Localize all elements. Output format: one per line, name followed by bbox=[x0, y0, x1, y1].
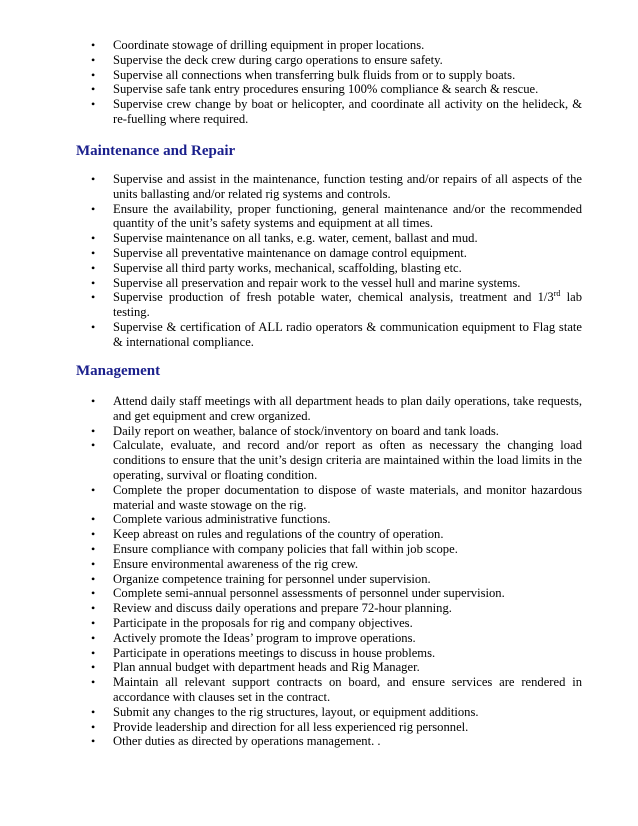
list-item: • Submit any changes to the rig structures, layout, or equipment additions. bbox=[91, 704, 479, 719]
list-item: • Supervise production of fresh potable water, chemical analysis, treatment and 1/3rd lab testing. bbox=[91, 289, 582, 320]
list-item: • Provide leadership and direction for all less experienced rig personnel. bbox=[91, 719, 469, 734]
bullet-icon: • bbox=[91, 38, 96, 52]
list-item: • Participate in the proposals for rig and company objectives. bbox=[91, 615, 413, 630]
bullet-icon: • bbox=[91, 675, 96, 690]
bullet-icon: • bbox=[91, 245, 96, 260]
bullet-icon: • bbox=[91, 527, 96, 542]
list-item: • Attend daily staff meetings with all department heads to plan daily operations, take requests, and get equipment and crew organized. bbox=[91, 394, 582, 423]
bullet-icon: • bbox=[91, 172, 96, 186]
maintenance-bullet-list bbox=[0, 172, 638, 350]
bullet-icon: • bbox=[91, 67, 96, 82]
bullet-icon: • bbox=[91, 394, 96, 408]
bullet-icon: • bbox=[91, 645, 96, 660]
bullet-icon: • bbox=[91, 319, 96, 334]
list-item: • Supervise and assist in the maintenance, function testing and/or repairs of all aspects of the units ballasting and/or related rig systems and controls. bbox=[91, 172, 582, 201]
list-item: • Coordinate stowage of drilling equipment in proper locations. bbox=[91, 38, 425, 52]
list-item: • Supervise all preventative maintenance on damage control equipment. bbox=[91, 245, 467, 260]
bullet-icon: • bbox=[91, 556, 96, 571]
section-heading-management: Management bbox=[76, 363, 161, 379]
bullet-icon: • bbox=[91, 719, 96, 734]
list-item: • Actively promote the Ideas’ program to improve operations. bbox=[91, 630, 416, 645]
list-item: • Organize competence training for personnel under supervision. bbox=[91, 571, 431, 586]
bullet-icon: • bbox=[91, 660, 96, 675]
list-item: • Maintain all relevant support contracts on board, and ensure services are rendered in accordance with clauses set in the contract. bbox=[91, 675, 582, 704]
list-item: • Ensure compliance with company policies that fall within job scope. bbox=[91, 541, 458, 556]
list-item: • Ensure environmental awareness of the rig crew. bbox=[91, 556, 359, 571]
management-bullet-list bbox=[0, 394, 638, 749]
list-item: • Calculate, evaluate, and record and/or report as often as necessary the changing load conditions to ensure that the unit’s design criteria are maintained within the load limits in the operating, survival or floating condition. bbox=[91, 438, 582, 482]
list-item: • Supervise crew change by boat or helicopter, and coordinate all activity on the helideck, & re-fuelling where required. bbox=[91, 97, 582, 126]
bullet-icon: • bbox=[91, 541, 96, 556]
list-item: • Supervise safe tank entry procedures ensuring 100% compliance & search & rescue. bbox=[91, 82, 539, 97]
list-item: • Supervise maintenance on all tanks, e.g. water, cement, ballast and mud. bbox=[91, 231, 478, 246]
bullet-icon: • bbox=[91, 82, 96, 97]
bullet-icon: • bbox=[91, 290, 96, 305]
list-item: • Other duties as directed by operations management. . bbox=[91, 734, 381, 749]
list-item: • Complete semi-annual personnel assessments of personnel under supervision. bbox=[91, 586, 505, 601]
list-item: • Supervise all connections when transferring bulk fluids from or to supply boats. bbox=[91, 67, 516, 82]
list-item: • Participate in operations meetings to discuss in house problems. bbox=[91, 645, 436, 660]
list-item: • Supervise all third party works, mechanical, scaffolding, blasting etc. bbox=[91, 260, 462, 275]
list-item: • Complete the proper documentation to dispose of waste materials, and monitor hazardous material and waste stowage on the rig. bbox=[91, 482, 582, 512]
bullet-icon: • bbox=[91, 601, 96, 616]
list-item: • Keep abreast on rules and regulations of the country of operation. bbox=[91, 527, 444, 542]
bullet-icon: • bbox=[91, 97, 96, 112]
bullet-icon: • bbox=[91, 734, 96, 749]
bullet-icon: • bbox=[91, 586, 96, 601]
list-item: • Supervise all preservation and repair work to the vessel hull and marine systems. bbox=[91, 275, 521, 290]
bullet-icon: • bbox=[91, 52, 96, 67]
bullet-icon: • bbox=[91, 630, 96, 645]
intro-bullet-list bbox=[0, 38, 638, 127]
list-item: • Complete various administrative functions. bbox=[91, 512, 331, 527]
list-item: • Daily report on weather, balance of stock/inventory on board and tank loads. bbox=[91, 423, 499, 438]
bullet-icon: • bbox=[91, 231, 96, 246]
bullet-icon: • bbox=[91, 615, 96, 630]
section-heading-maintenance-and-repair: Maintenance and Repair bbox=[76, 143, 236, 159]
bullet-icon: • bbox=[91, 275, 96, 290]
bullet-icon: • bbox=[91, 260, 96, 275]
list-item: • Ensure the availability, proper functioning, general maintenance and/or the recommended quantity of the unit’s safety systems and equipment at all times. bbox=[91, 201, 582, 231]
list-item: • Plan annual budget with department heads and Rig Manager. bbox=[91, 660, 420, 675]
bullet-icon: • bbox=[91, 438, 96, 453]
bullet-icon: • bbox=[91, 201, 96, 216]
list-item: • Review and discuss daily operations and prepare 72-hour planning. bbox=[91, 601, 452, 616]
bullet-icon: • bbox=[91, 423, 96, 438]
bullet-icon: • bbox=[91, 571, 96, 586]
list-item: • Supervise the deck crew during cargo operations to ensure safety. bbox=[91, 52, 443, 67]
bullet-icon: • bbox=[91, 482, 96, 497]
bullet-icon: • bbox=[91, 512, 96, 527]
list-item: • Supervise & certification of ALL radio operators & communication equipment to Flag state & international compliance. bbox=[91, 319, 582, 349]
bullet-icon: • bbox=[91, 704, 96, 719]
